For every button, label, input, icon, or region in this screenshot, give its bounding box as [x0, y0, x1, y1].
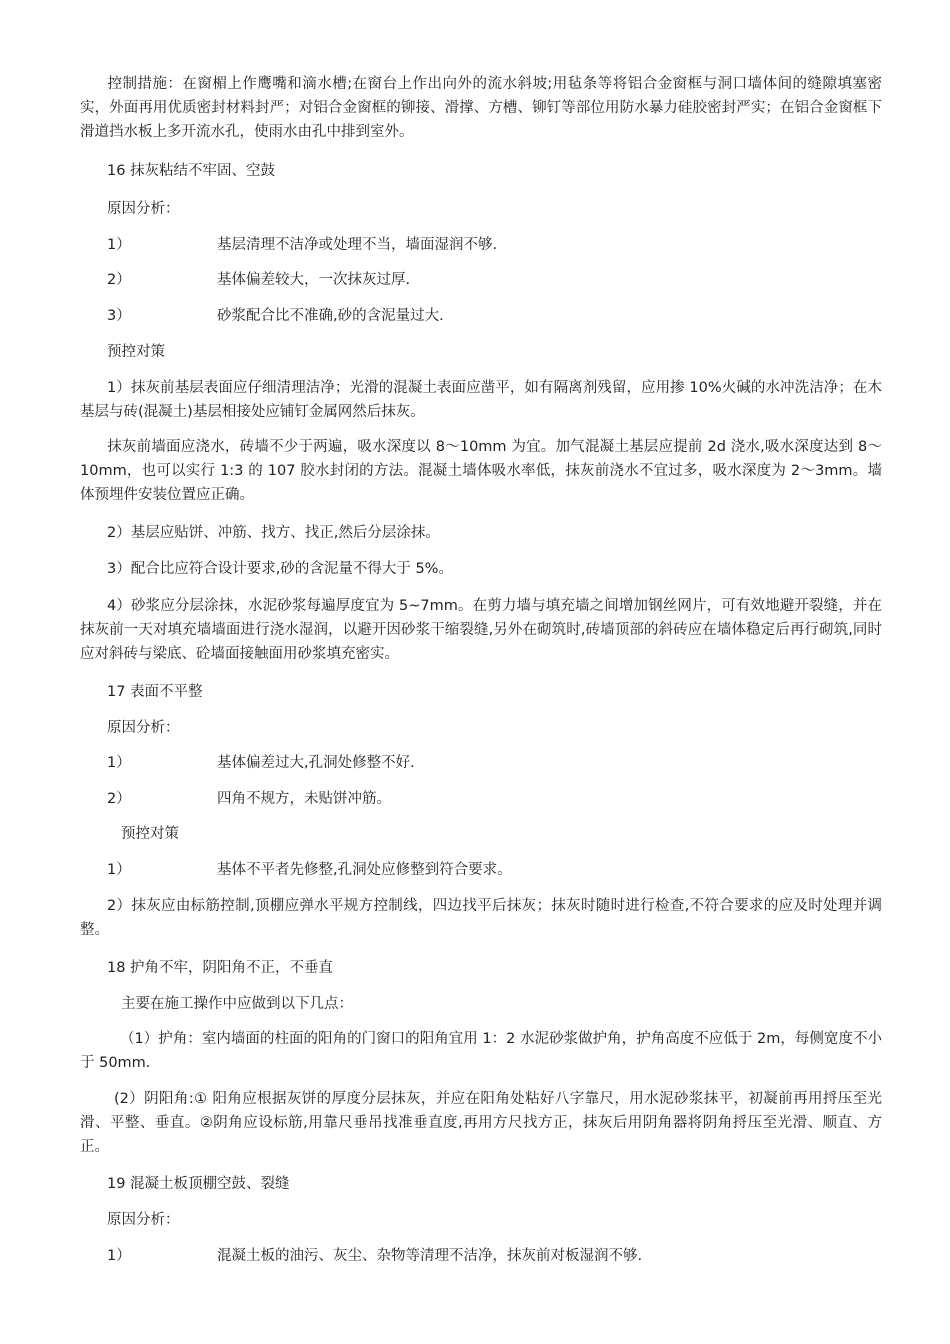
paragraph-text: 3）配合比应符合设计要求,砂的含泥量不得大于 5%。	[107, 561, 453, 577]
paragraph-text: 2）基层应贴饼、冲筋、找方、找正,然后分层涂抹。	[107, 525, 440, 541]
prevention-label: 预控对策	[107, 344, 165, 360]
list-text: 混凝土板的油污、灰尘、杂物等清理不洁净，抹灰前对板湿润不够.	[217, 1248, 643, 1264]
paragraph-measure	[80, 435, 882, 507]
prevention-label: 预控对策	[121, 826, 179, 842]
paragraph-measure	[80, 557, 882, 581]
list-number: 2）	[107, 791, 131, 807]
list-number: 1）	[107, 237, 131, 253]
list-number: 1）	[107, 862, 131, 878]
paragraph-measure	[80, 1087, 882, 1159]
cause-analysis-label: 原因分析：	[107, 720, 180, 736]
list-item	[107, 304, 444, 328]
list-item	[107, 233, 497, 257]
cause-analysis-label: 原因分析：	[107, 1212, 180, 1228]
section-heading-19: 19 混凝土板顶棚空鼓、裂缝	[107, 1176, 290, 1192]
list-text: 四角不规方，未贴饼冲筋。	[217, 791, 391, 807]
section-heading-16: 16 抹灰粘结不牢固、空鼓	[107, 163, 276, 179]
list-number: 2）	[107, 272, 131, 288]
list-number: 1）	[107, 1248, 131, 1264]
list-item	[107, 787, 391, 811]
list-number: 1）	[107, 755, 131, 771]
list-text: 基层清理不洁净或处理不当，墙面湿润不够.	[217, 237, 498, 253]
list-text: 基体不平者先修整,孔洞处应修整到符合要求。	[217, 862, 512, 878]
paragraph-measure	[80, 376, 882, 424]
list-item	[107, 858, 512, 882]
list-text: 砂浆配合比不准确,砂的含泥量过大.	[217, 308, 444, 324]
list-text: 基体偏差较大，一次抹灰过厚.	[217, 272, 411, 288]
paragraph-text: (2）阴阳角:① 阳角应根据灰饼的厚度分层抹灰，并应在阳角处粘好八字靠尺，用水泥砂浆抹平，初凝前再用捋压至光滑、平整、垂直。②阴角应设标筋,用靠尺垂吊找准垂直度,再用方尺找方正，抹灰后用阴角器将阴角捋压至光滑、顺直、方正。	[80, 1091, 882, 1155]
list-item	[107, 1244, 642, 1268]
section-heading-17: 17 表面不平整	[107, 684, 203, 700]
list-item	[107, 268, 410, 292]
paragraph-measure	[80, 521, 882, 545]
intro-text: 主要在施工操作中应做到以下几点：	[121, 996, 353, 1012]
paragraph-measure	[80, 1027, 882, 1075]
paragraph-measure	[80, 594, 882, 666]
paragraph-text: 控制措施：在窗楣上作鹰嘴和滴水槽;在窗台上作出向外的流水斜坡;用毡条等将铝合金窗框与洞口墙体间的缝隙填塞密实，外面再用优质密封材料封严；对铝合金窗框的铆接、滑撑、方槽、铆钉等部位用防水暴力硅胶密封严实；在铝合金窗框下滑道挡水板上多开流水孔，使雨水由孔中排到室外。	[80, 76, 882, 140]
list-item	[107, 751, 415, 775]
cause-analysis-label: 原因分析：	[107, 201, 180, 217]
paragraph-text: （1）护角：室内墙面的柱面的阳角的门窗口的阳角宜用 1：2 水泥砂浆做护角，护角高度不应低于 2m，每侧宽度不小于 50mm.	[80, 1031, 882, 1071]
list-number: 3）	[107, 308, 131, 324]
paragraph-control-measures	[80, 72, 882, 144]
paragraph-text: 1）抹灰前基层表面应仔细清理洁净；光滑的混凝土表面应凿平，如有隔离剂残留，应用掺 10%火碱的水冲洗洁净；在木基层与砖(混凝土)基层相接处应铺钉金属网然后抹灰。	[80, 380, 882, 420]
paragraph-measure	[80, 894, 882, 942]
paragraph-text: 4）砂浆应分层涂抹，水泥砂浆每遍厚度宜为 5~7mm。在剪力墙与填充墙之间增加钢丝网片，可有效地避开裂缝，并在抹灰前一天对填充墙墙面进行浇水湿润，以避开因砂浆干缩裂缝,另外在砌筑时,砖墙顶部的斜砖应在墙体稳定后再行砌筑,同时应对斜砖与梁底、砼墙面接触面用砂浆填充密实。	[80, 598, 882, 662]
paragraph-text: 抹灰前墙面应浇水，砖墙不少于两遍，吸水深度以 8～10mm 为宜。加气混凝土基层应提前 2d 浇水,吸水深度达到 8～10mm，也可以实行 1:3 的 107 胶水封闭的方法。混凝土墙体吸水率低，抹灰前浇水不宜过多，吸水深度为 2～3mm。墙体预埋件安装位置应正确。	[80, 439, 882, 503]
list-text: 基体偏差过大,孔洞处修整不好.	[217, 755, 415, 771]
section-heading-18: 18 护角不牢，阴阳角不正，不垂直	[107, 960, 334, 976]
paragraph-text: 2）抹灰应由标筋控制,顶棚应弹水平规方控制线，四边找平后抹灰；抹灰时随时进行检查,不符合要求的应及时处理并调整。	[80, 898, 882, 938]
